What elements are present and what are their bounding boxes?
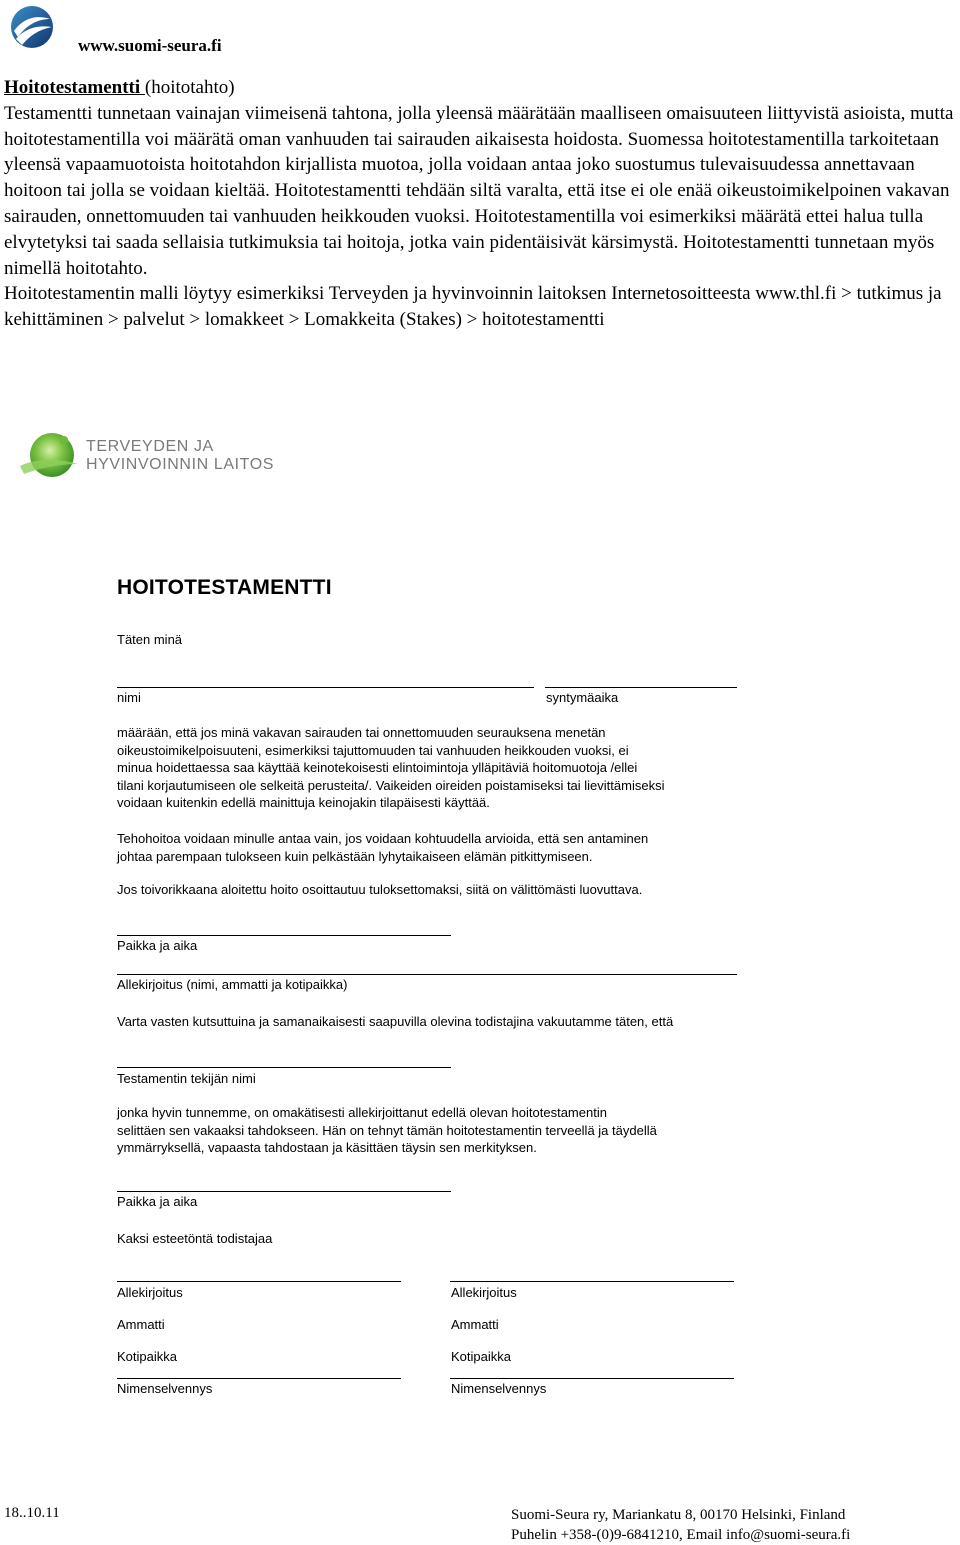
form-paragraph-2-line: johtaa parempaan tulokseen kuin pelkästään lyhytaikaiseen elämän pitkittymiseen. [117, 848, 593, 864]
thl-name [86, 438, 274, 474]
witness-1-name-line[interactable] [117, 1378, 401, 1379]
witness-2-occupation-label: Ammatti [451, 1317, 499, 1332]
form-paragraph-4-line: ymmärryksellä, vapaasta tahdostaan ja käsittäen täysin sen merkityksen. [117, 1140, 537, 1155]
footer-date: 18..10.11 [4, 1505, 60, 1521]
suomi-seura-logo-icon [10, 5, 54, 49]
form-paragraph-1-line: minua hoidettaessa saa käyttää keinotekoisesti elintoimintoja ylläpitäviä hoitomuotoja /ellei [117, 760, 638, 775]
intro-paragraph-2: Hoitotestamentin malli löytyy esimerkiksi Terveyden ja hyvinvoinnin laitoksen Internetosoitteesta www.thl.fi > tutkimus ja kehittäminen > palvelut > lomakkeet > Lomakkeita (Stakes) > hoitotestamentti [4, 283, 942, 331]
witness-2-name-label: Nimenselvennys [451, 1381, 547, 1396]
intro-paragraph-1: Testamentti tunnetaan vainajan viimeisenä tahtona, jolla yleensä määrätään maalliseen omaisuuteen liittyvistä asioista, mutta hoitotestamentilla voi määrätä oman vanhuuden tai sairauden aikaisesta hoidosta. Suomessa hoitotestamentilla tarkoitetaan yleensä vapaamuotoista hoitotahdon kirjallista muotoa, jolla voidaan antaa joko suostumus tulevaisuudessa annettavaan hoitoon tai jolla se voidaan kieltää. Hoitotestamentti tehdään siltä varalta, että itse ei ole enää oikeustoimikelpoinen vakavan sairauden, onnettomuuden tai vanhuuden heikkouden vuoksi. Hoitotestamentilla voi esimerkiksi määrätä ettei halua tulla elvytetyksi tai saada sellaisia tutkimuksia tai hoitoja, jotka vain pidentäisivät kärsimystä. Hoitotestamentti tunnetaan myös nimellä hoitotahto. [4, 102, 954, 279]
testator-name-label: Testamentin tekijän nimi [117, 1071, 256, 1086]
form-paragraph-2 [117, 830, 648, 865]
birthdate-input-line[interactable] [545, 687, 737, 688]
form-paragraph-3: Jos toivorikkaana aloitettu hoito osoittautuu tuloksettomaksi, siitä on välittömästi luovuttava. [117, 882, 643, 897]
form-paragraph-1 [117, 724, 664, 812]
witness-1-name-label: Nimenselvennys [117, 1381, 213, 1396]
witness-2-hometown-label: Kotipaikka [451, 1349, 511, 1364]
taten-mina-label: Täten minä [117, 632, 183, 647]
birthdate-label: syntymäaika [546, 690, 619, 705]
intro-text [4, 75, 954, 333]
thl-name-line-1: TERVEYDEN JA [86, 438, 214, 455]
form-paragraph-1-line: voidaan kuitenkin edellä mainittuja keinojakin tilapäisesti käyttää. [117, 795, 490, 810]
footer-contact-line: Puhelin +358-(0)9-6841210, Email info@suomi-seura.fi [511, 1527, 851, 1543]
signature-input-line[interactable] [117, 974, 737, 975]
form-paragraph-4 [117, 1104, 657, 1157]
place-date-1-input-line[interactable] [117, 935, 451, 936]
witness-1-signature-label: Allekirjoitus [117, 1285, 183, 1300]
hoitotestamentti-title-link[interactable]: Hoitotestamentti [4, 77, 145, 98]
place-date-2-input-line[interactable] [117, 1191, 451, 1192]
form-paragraph-1-line: tilani korjautumiseen ole selkeitä perusteita/. Vaikeiden oireiden poistamiseksi tai lievittämiseksi [117, 777, 665, 793]
testator-name-input-line[interactable] [117, 1067, 451, 1068]
name-input-line[interactable] [117, 687, 534, 688]
form-paragraph-4-line: selittäen sen vakaaksi tahdokseen. Hän on tehnyt tämän hoitotestamentin terveellä ja täydellä [117, 1122, 657, 1138]
form-paragraph-2-line: Tehohoitoa voidaan minulle antaa vain, jos voidaan kohtuudella arvioida, että sen antaminen [117, 831, 649, 846]
witness-statement: Varta vasten kutsuttuina ja samanaikaisesti saapuvilla olevina todistajina vakuutamme täten, että [117, 1014, 674, 1029]
site-url-link[interactable]: www.suomi-seura.fi [78, 36, 222, 55]
footer-address [511, 1505, 850, 1545]
name-label: nimi [117, 690, 141, 705]
witness-1-occupation-label: Ammatti [117, 1317, 165, 1332]
form-paragraph-4-line: jonka hyvin tunnemme, on omakätisesti allekirjoittanut edellä olevan hoitotestamentin [117, 1105, 607, 1120]
thl-name-line-2: HYVINVOINNIN LAITOS [86, 456, 275, 473]
form-paragraph-1-line: määrään, että jos minä vakavan sairauden tai onnettomuuden seurauksena menetän [117, 725, 606, 740]
signature-label: Allekirjoitus (nimi, ammatti ja kotipaikka) [117, 977, 348, 992]
place-date-2-label: Paikka ja aika [117, 1194, 198, 1209]
witness-1-hometown-label: Kotipaikka [117, 1349, 177, 1364]
form-title: HOITOTESTAMENTTI [117, 576, 332, 599]
witness-2-signature-label: Allekirjoitus [451, 1285, 517, 1300]
footer-address-line: Suomi-Seura ry, Mariankatu 8, 00170 Helsinki, Finland [511, 1507, 846, 1523]
two-witnesses-label: Kaksi esteetöntä todistajaa [117, 1231, 273, 1246]
witness-2-name-line[interactable] [450, 1378, 734, 1379]
form-paragraph-1-line: oikeustoimikelpoisuuteni, esimerkiksi tajuttomuuden tai vanhuuden heikkouden vuoksi, ei [117, 742, 629, 758]
title-subtitle: (hoitotahto) [144, 77, 235, 98]
witness-1-signature-line[interactable] [117, 1281, 401, 1282]
place-date-1-label: Paikka ja aika [117, 938, 198, 953]
witness-2-signature-line[interactable] [450, 1281, 734, 1282]
